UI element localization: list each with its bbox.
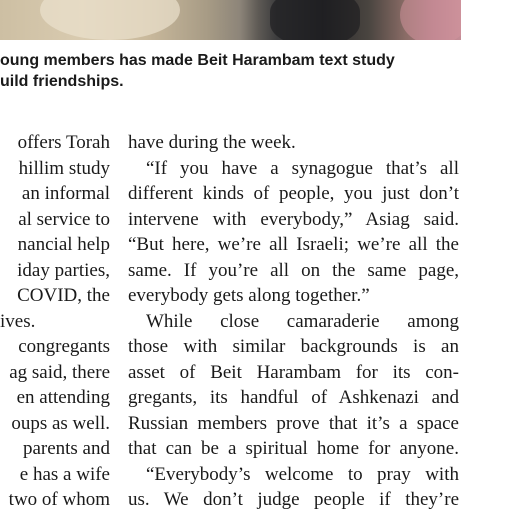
text-line: e has a wife <box>19 463 110 485</box>
caption-line: uild friendships. <box>0 73 124 90</box>
text-line: nancial help <box>17 234 110 255</box>
text-line: intervene with everybody,” Asiag said. <box>128 208 459 230</box>
text-line: an informal <box>21 183 110 204</box>
text-line: asset of Beit Harambam for its con- <box>128 361 459 383</box>
text-line: en attending <box>16 387 110 408</box>
text-line: two of whom <box>8 489 110 510</box>
text-line: parents and <box>22 438 110 459</box>
text-line: same. If you’re all on the same page, <box>128 259 459 281</box>
text-line: ives. <box>0 310 36 332</box>
text-line: “But here, we’re all Israeli; we’re all the <box>128 234 459 255</box>
text-line: offers Torah <box>17 132 110 153</box>
text-line: oups as well. <box>11 412 110 434</box>
article-photo <box>0 0 461 40</box>
caption-line: oung members has made Beit Harambam text study <box>0 52 395 69</box>
text-line: congregants <box>18 336 110 357</box>
text-line: al service to <box>18 208 110 230</box>
text-line: “Everybody’s welcome to pray with <box>146 463 459 485</box>
text-line: COVID, the <box>17 285 110 306</box>
text-line: ag said, there <box>9 361 110 383</box>
photo-figure-left <box>40 0 180 40</box>
text-line: that can be a spiritual home for anyone. <box>128 438 459 459</box>
text-line: iday parties, <box>17 259 110 281</box>
text-line: While close camaraderie among <box>146 310 459 332</box>
photo-figure-center <box>270 0 360 40</box>
text-line: have during the week. <box>128 132 296 153</box>
text-line: Russian members prove that it’s a space <box>128 412 459 434</box>
right-text-column <box>128 130 459 513</box>
text-line: those with similar backgrounds is an <box>128 336 459 357</box>
text-line: “If you have a synagogue that’s all <box>146 157 459 179</box>
text-line: gregants, its handful of Ashkenazi and <box>128 387 459 408</box>
left-text-column <box>0 130 110 513</box>
text-line: hillim study <box>18 157 110 179</box>
text-line: different kinds of people, you just don’t <box>128 183 459 204</box>
photo-figure-right <box>400 0 461 40</box>
photo-caption <box>0 50 512 92</box>
text-line: everybody gets along together.” <box>128 285 370 306</box>
text-line: us. We don’t judge people if they’re <box>128 489 459 510</box>
